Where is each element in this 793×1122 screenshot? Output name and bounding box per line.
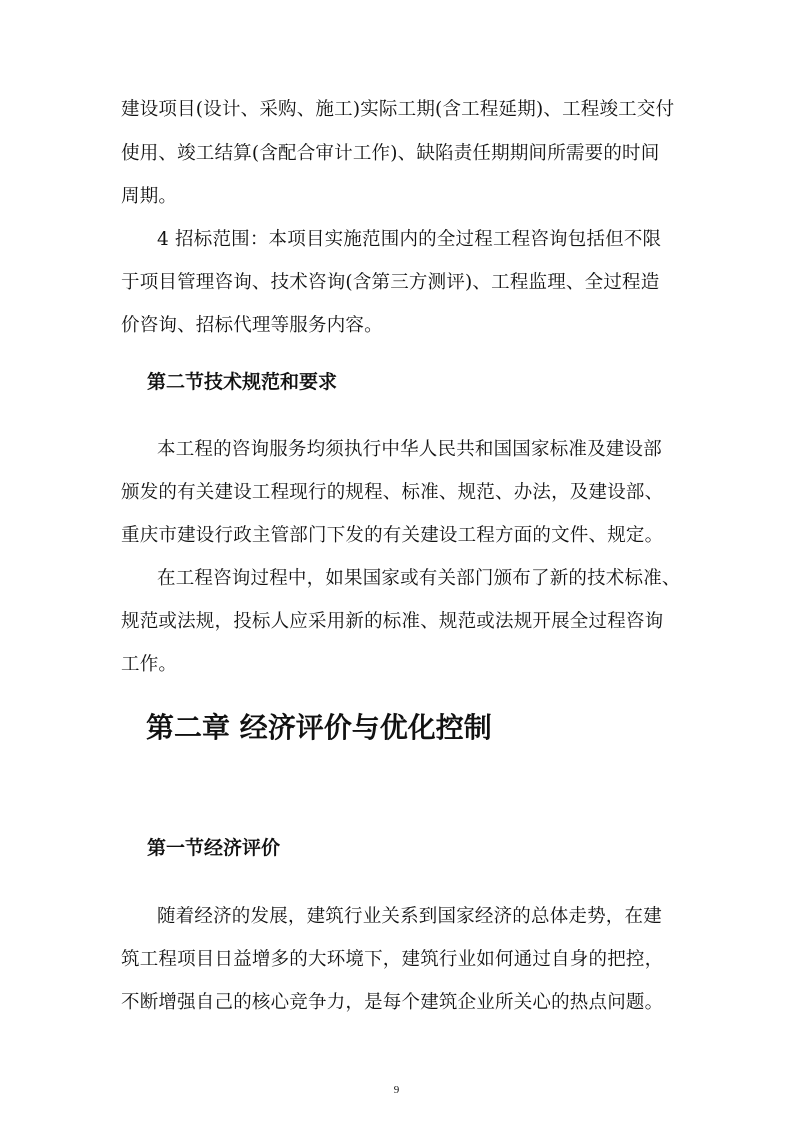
paragraph-line: 筑工程项目日益增多的大环境下，建筑行业如何通过自身的把控， — [121, 949, 664, 970]
paragraph-line: 周期。 — [121, 186, 178, 207]
page-number: 9 — [393, 1084, 400, 1096]
chapter-heading: 第二章 经济评价与优化控制 — [146, 711, 492, 744]
paragraph-line: 在工程咨询过程中，如果国家或有关部门颁布了新的技术标准、 — [157, 568, 681, 589]
paragraph-line: 不断增强自己的核心竞争力，是每个建筑企业所关心的热点问题。 — [121, 992, 664, 1013]
paragraph-line: 重庆市建设行政主管部门下发的有关建设工程方面的文件、规定。 — [121, 525, 664, 546]
paragraph-line: 随着经济的发展，建筑行业关系到国家经济的总体走势，在建 — [157, 906, 662, 927]
section-heading-economic-evaluation: 第一节经济评价 — [147, 837, 281, 859]
paragraph-line: 4 招标范围：本项目实施范围内的全过程工程咨询包括但不限 — [157, 229, 662, 250]
paragraph-line: 于项目管理咨询、技术咨询(含第三方测评)、工程监理、全过程造 — [121, 272, 660, 293]
paragraph-line: 规范或法规，投标人应采用新的标准、规范或法规开展全过程咨询 — [121, 611, 664, 632]
section-heading-technical-specs: 第二节技术规范和要求 — [147, 371, 338, 393]
paragraph-line: 颁发的有关建设工程现行的规程、标准、规范、办法，及建设部、 — [121, 482, 664, 503]
paragraph-line: 工作。 — [121, 654, 178, 675]
paragraph-line: 本工程的咨询服务均须执行中华人民共和国国家标准及建设部 — [157, 439, 662, 460]
paragraph-line: 建设项目(设计、采购、施工)实际工期(含工程延期)、工程竣工交付 — [121, 99, 675, 120]
paragraph-line: 使用、竣工结算(含配合审计工作)、缺陷责任期期间所需要的时间 — [121, 143, 660, 164]
paragraph-line: 价咨询、招标代理等服务内容。 — [121, 315, 383, 336]
